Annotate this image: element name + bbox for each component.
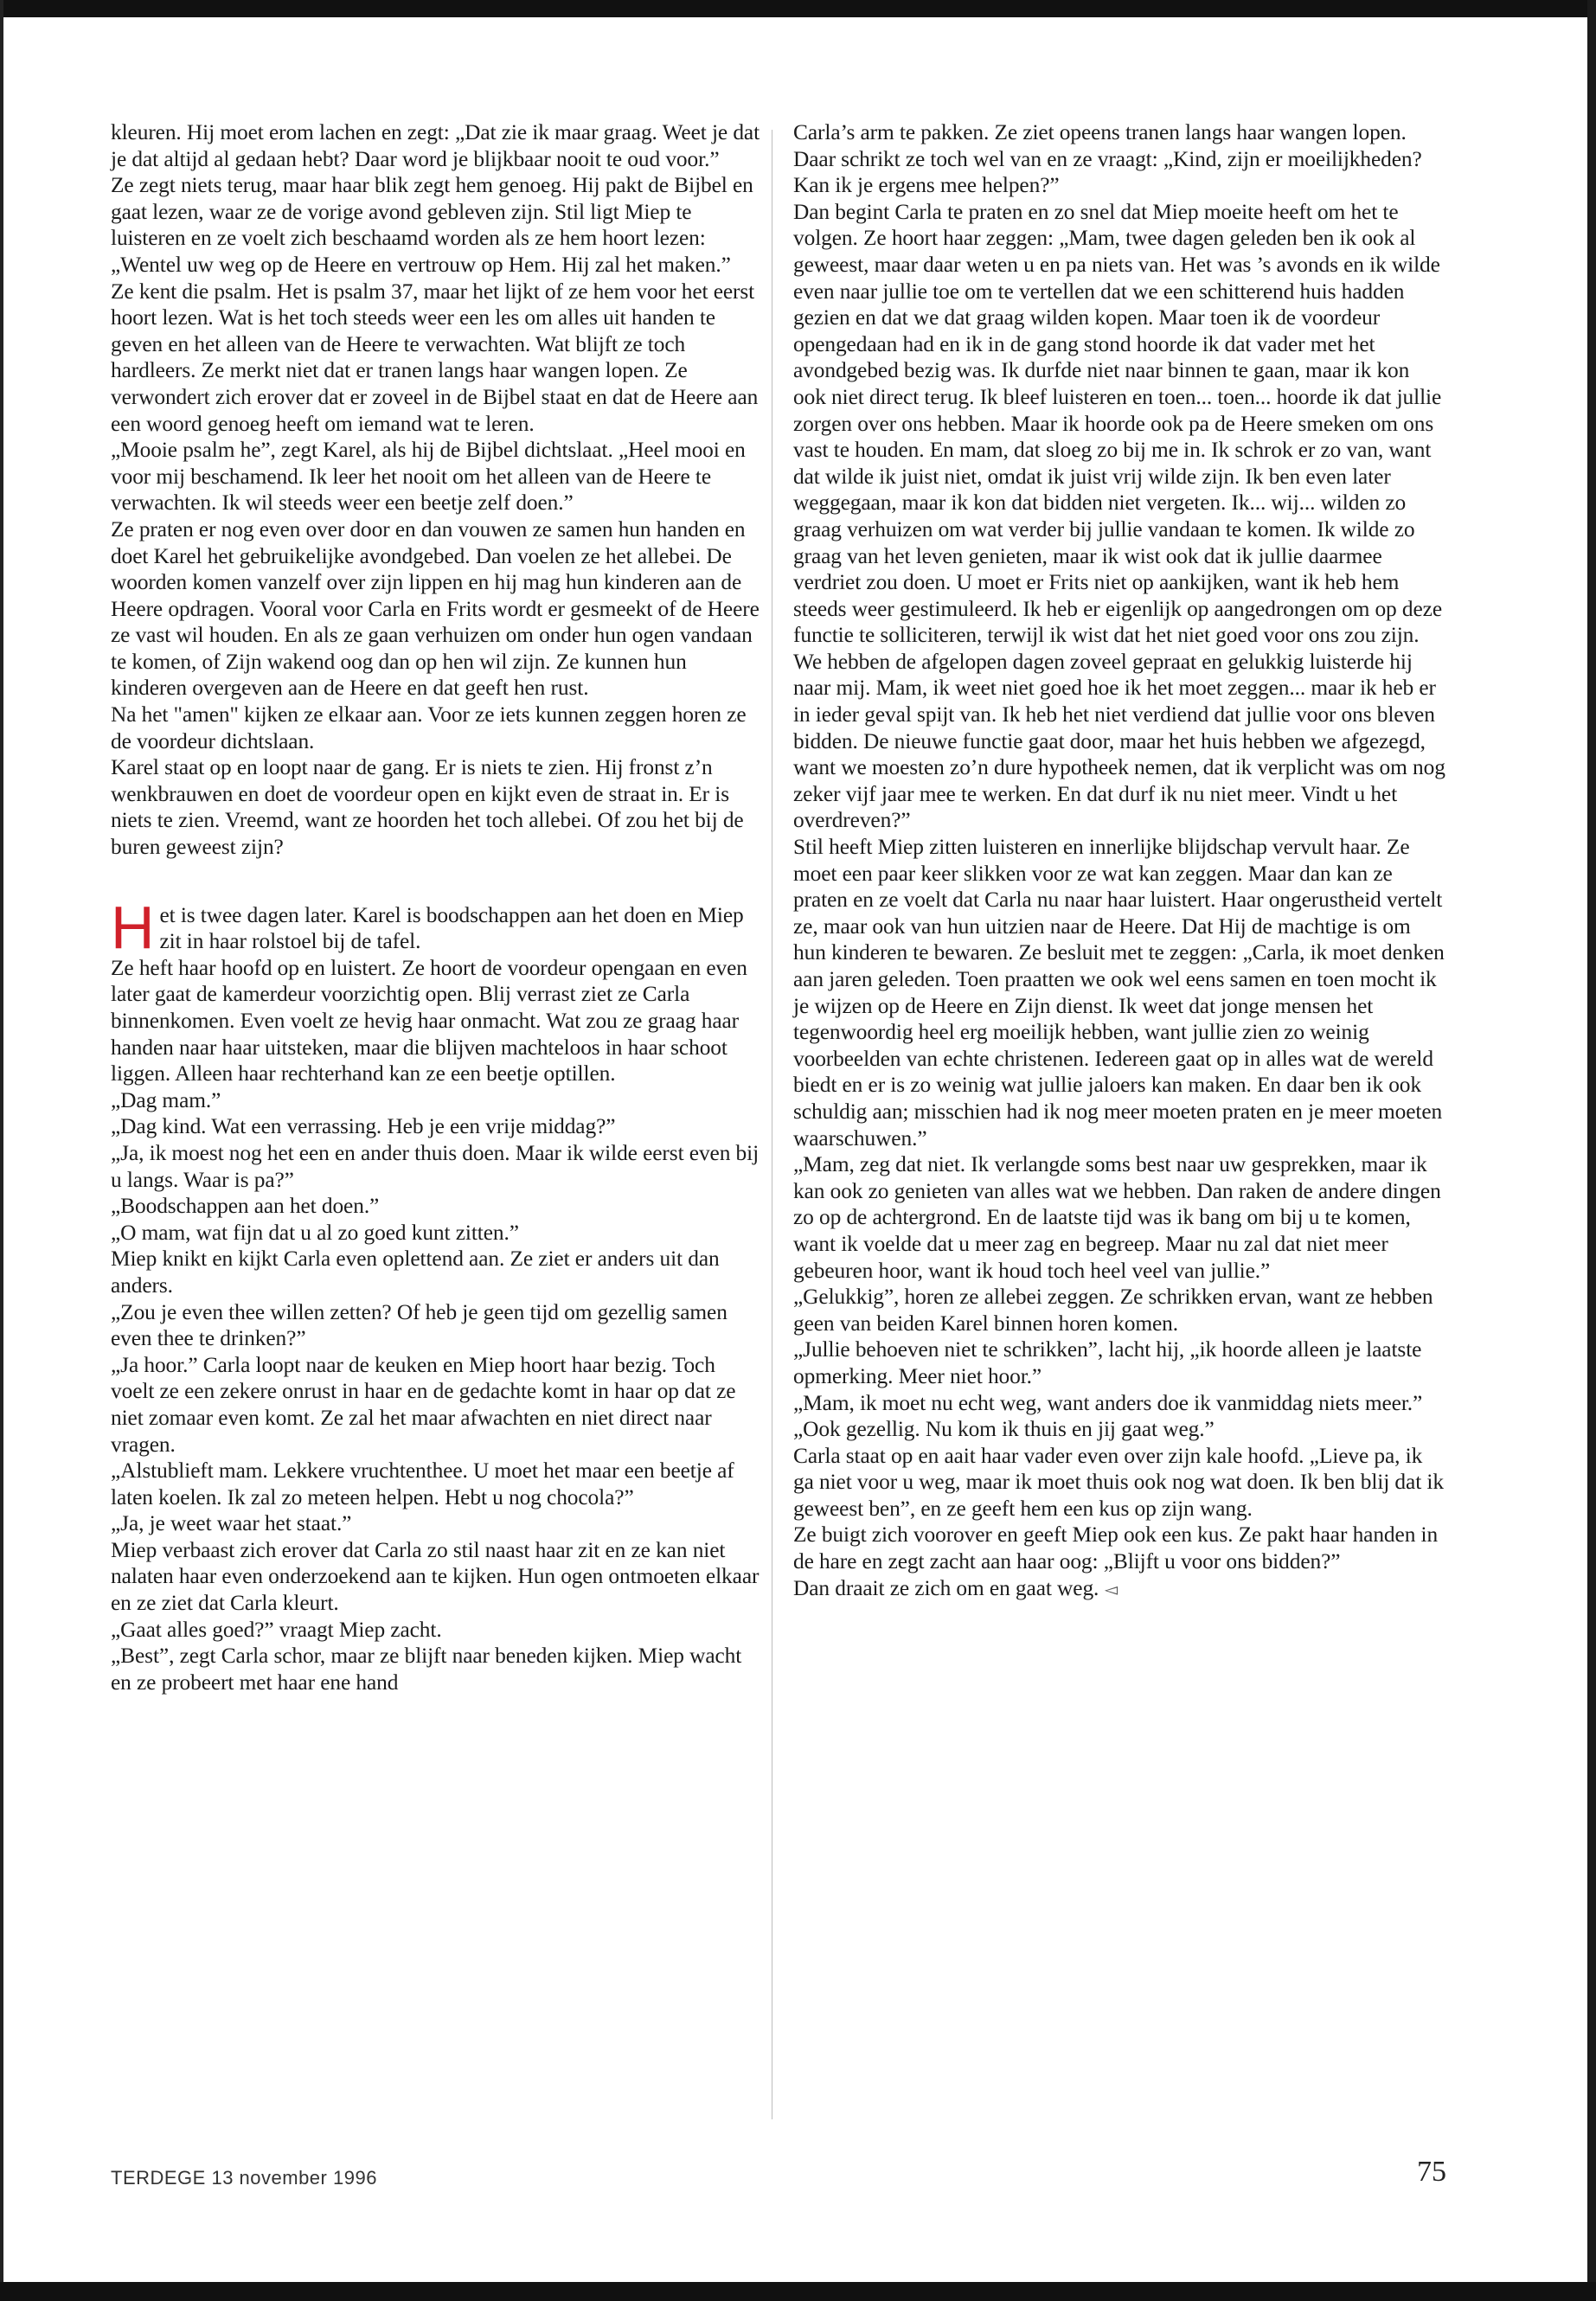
paragraph: Na het "amen" kijken ze elkaar aan. Voor ze iets kunnen zeggen horen ze de voordeur dichtslaan. — [111, 702, 747, 753]
scan-border-bottom — [0, 2282, 1596, 2301]
paragraph: „Gelukkig”, horen ze allebei zeggen. Ze schrikken ervan, want ze hebben geen van beiden Karel binnen horen komen. — [793, 1285, 1433, 1336]
paragraph: „Dag mam.” — [111, 1087, 221, 1112]
paragraph: Ze heft haar hoofd op en luistert. Ze hoort de voordeur opengaan en even later gaat de kamerdeur voorzichtig open. Blij verrast ziet ze Carla binnenkomen. Even voelt ze hevig haar onmacht. Wat zou ze graag haar handen naar haar uitsteken, maar die blijven machteloos in haar schoot liggen. Alleen haar rechterhand kan ze een beetje optillen. — [111, 955, 747, 1086]
paragraph: Carla staat op en aait haar vader even over zijn kale hoofd. „Lieve pa, ik ga niet voor u weg, maar ik moet thuis ook nog wat doen. Ik ben blij dat ik geweest ben”, en ze geeft hem een kus op zijn wang. — [793, 1443, 1444, 1521]
drop-cap-continuation: et is twee dagen later. Karel is boodschappen aan het doen en Miep zit in haar rolstoel bij de tafel. — [159, 902, 744, 954]
paragraph: Ze zegt niets terug, maar haar blik zegt hem genoeg. Hij pakt de Bijbel en gaat lezen, waar ze de vorige avond gebleven zijn. Stil ligt Miep te luisteren en ze voelt zich beschaamd worden als ze hem hoort lezen: „Wentel uw weg op de Heere en vertrouw op Hem. Hij zal het maken.” — [111, 173, 753, 277]
closing-paragraph — [793, 1575, 1446, 1603]
paragraph: „Mam, ik moet nu echt weg, want anders doe ik vanmiddag niets meer.” — [793, 1390, 1423, 1415]
section-opening-paragraph — [111, 893, 764, 961]
scan-border-right — [1587, 0, 1596, 2301]
paragraph: „Mam, zeg dat niet. Ik verlangde soms best naar uw gesprekken, maar ik kan ook zo genieten van alles wat we hebben. Dan raken de andere dingen zo op de achtergrond. En de laatste tijd was ik bang om bij u te komen, want ik voelde dat u meer zag en begreep. Maar nu zal dat niet meer gebeuren hoor, want ik houd toch heel veel van jullie.” — [793, 1152, 1441, 1283]
closing-text: Dan draait ze zich om en gaat weg. — [793, 1575, 1099, 1600]
paragraph: Stil heeft Miep zitten luisteren en innerlijke blijdschap vervult haar. Ze moet een paar keer slikken voor ze wat kan zeggen. Maar dan kan ze praten en ze voelt dat Carla nu naar haar luistert. Haar ongerustheid vertelt ze, maar ook van hun uitzien naar de Heere. Dat Hij de machtige is om hun kinderen te bewaren. Ze besluit met te zeggen: „Carla, ik moet denken aan jaren geleden. Toen praatten we ook wel eens samen en toen mocht ik je wijzen op de Heere en Zijn dienst. Ik weet dat jonge mensen het tegenwoordig heel erg moeilijk hebben, want jullie zien zo weinig voorbeelden van echte christenen. Iedereen gaat op in alles wat de wereld biedt en er is zo weinig wat jullie jaloers kan maken. En daar ben ik ook schuldig aan; misschien had ik nog meer moeten praten en je meer moeten waarschuwen.” — [793, 835, 1445, 1150]
paragraph: „Dag kind. Wat een verrassing. Heb je een vrije middag?” — [111, 1114, 616, 1139]
paragraph: „Gaat alles goed?” vraagt Miep zacht. — [111, 1617, 442, 1642]
paragraph: „Mooie psalm he”, zegt Karel, als hij de Bijbel dichtslaat. „Heel mooi en voor mij beschamend. Ik leer het nooit om het alleen van de Heere te verwachten. Ik wil steeds weer een beetje zelf doen.” — [111, 438, 746, 516]
paragraph: „O mam, wat fijn dat u al zo goed kunt zitten.” — [111, 1220, 519, 1245]
paragraph: „Boodschappen aan het doen.” — [111, 1194, 380, 1219]
paragraph: Dan begint Carla te praten en zo snel dat Miep moeite heeft om het te volgen. Ze hoort haar zeggen: „Mam, twee dagen geleden ben ik ook al geweest, maar daar weten u en pa niets van. Het was ’s avonds en ik wilde even naar jullie toe om te vertellen dat we een schitterend huis hadden gezien en dat we dat graag wilden kopen. Maar toen ik de voordeur opengedaan had en ik in de gang stond hoorde ik dat vader met het avondgebed bezig was. Ik durfde niet naar binnen te gaan, maar ik kon ook niet direct terug. Ik bleef luisteren en toen... toen... hoorde ik dat jullie zorgen over ons hebben. Maar ik hoorde ook pa de Heere smeken om ons vast te houden. En mam, dat sloeg zo bij me in. Ik schrok er zo van, want dat wilde ik juist niet, omdat ik juist vrij wilde zijn. Ik ben even later weggegaan, maar ik kon dat bidden niet vergeten. Ik... wij... wilden zo graag verhuizen om wat verder bij jullie vandaan te komen. Ik wilde zo graag van het leven genieten, maar ik wist ook dat ik jullie daarmee verdriet zou doen. U moet er Frits niet op aankijken, want ik heb hem steeds weer gestimuleerd. Ik heb er eigenlijk op aangedrongen om op deze functie te solliciteren, terwijl ik wist dat het niet goed voor ons zou zijn. We hebben de afgelopen dagen zoveel gepraat en gelukkig luisterde hij naar mij. Mam, ik weet niet goed hoe ik het moet zeggen... maar ik heb er in ieder geval spijt van. Ik heb het niet verdiend dat jullie voor ons bleven bidden. De nieuwe functie gaat door, maar het huis hebben we afgezegd, want we moesten zo’n dure hypotheek nemen, dat ik verplicht was om nog zeker vijf jaar mee te werken. En dat durf ik nu niet meer. Vindt u het overdreven?” — [793, 199, 1445, 833]
paragraph: Ze buigt zich voorover en geeft Miep ook een kus. Ze pakt haar handen in de hare en zegt zacht aan haar oog: „Blijft u voor ons bidden?” — [793, 1522, 1439, 1574]
paragraph: „Ja hoor.” Carla loopt naar de keuken en Miep hoort haar bezig. Toch voelt ze een zekere onrust in haar en de gedachte komt in haar op dat ze niet zomaar even komt. Ze zal het maar afwachten en niet direct naar vragen. — [111, 1352, 736, 1457]
paragraph: „Ja, ik moest nog het een en ander thuis doen. Maar ik wilde eerst even bij u langs. Waar is pa?” — [111, 1140, 760, 1192]
scan-border-top — [0, 0, 1596, 17]
paragraph: „Ja, je weet waar het staat.” — [111, 1511, 352, 1536]
end-of-article-icon: ◅ — [1104, 1578, 1118, 1599]
paragraph: Carla’s arm te pakken. Ze ziet opeens tranen langs haar wangen lopen. Daar schrikt ze toch wel van en ze vraagt: „Kind, zijn er moeilijkheden? Kan ik je ergens mee helpen?” — [793, 120, 1422, 198]
paragraph: Ze praten er nog even over door en dan vouwen ze samen hun handen en doet Karel het gebruikelijke avondgebed. Dan voelen ze het allebei. De woorden komen vanzelf over zijn lippen en hij mag hun kinderen aan de Heere opdragen. Vooral voor Carla en Frits wordt er gesmeekt of de Heere ze vast wil houden. En als ze gaan verhuizen om onder hun ogen vandaan te komen, of Zijn wakend oog dan op hen wil zijn. Ze kunnen hun kinderen overgeven aan de Heere en dat geeft hen rust. — [111, 516, 760, 701]
paragraph: „Best”, zegt Carla schor, maar ze blijft naar beneden kijken. Miep wacht en ze probeert met haar ene hand — [111, 1644, 742, 1695]
paragraph: Ze kent die psalm. Het is psalm 37, maar het lijkt of ze hem voor het eerst hoort lezen. Wat is het toch steeds weer een les om alles uit handen te geven en het alleen van de Heere te verwachten. Wat blijft ze toch hardleers. Ze merkt niet dat er tranen langs haar wangen lopen. Ze verwondert zich erover dat er zoveel in de Bijbel staat en dat de Heere aan een woord genoeg heeft om iemand wat te leren. — [111, 279, 759, 436]
paragraph: Miep verbaast zich erover dat Carla zo stil naast haar zit en ze kan niet nalaten haar even onderzoekend aan te kijken. Hun ogen ontmoeten elkaar en ze ziet dat Carla kleurt. — [111, 1537, 760, 1616]
paragraph: „Alstublieft mam. Lekkere vruchtenthee. U moet het maar een beetje af laten koelen. Ik zal zo meteen helpen. Hebt u nog chocola?” — [111, 1458, 734, 1509]
page-number: 75 — [1417, 2156, 1446, 2188]
drop-cap-letter: H — [111, 893, 155, 961]
article-column-right — [793, 119, 1446, 1602]
paragraph: kleuren. Hij moet erom lachen en zegt: „Dat zie ik maar graag. Weet je dat je dat altijd al gedaan hebt? Daar word je blijkbaar nooit te oud voor.” — [111, 120, 760, 171]
scan-border-left — [0, 0, 3, 2301]
paragraph: „Ook gezellig. Nu kom ik thuis en jij gaat weg.” — [793, 1417, 1215, 1442]
publication-footer: TERDEGE 13 november 1996 — [111, 2167, 377, 2189]
article-column-left — [111, 119, 764, 1695]
paragraph: „Jullie behoeven niet te schrikken”, lacht hij, „ik hoorde alleen je laatste opmerking. Meer niet hoor.” — [793, 1337, 1422, 1388]
paragraph: Karel staat op en loopt naar de gang. Er is niets te zien. Hij fronst z’n wenkbrauwen en doet de voordeur open en kijkt even de straat in. Er is niets te zien. Vreemd, want ze hoorden het toch allebei. Of zou het bij de buren geweest zijn? — [111, 755, 744, 860]
paragraph: „Zou je even thee willen zetten? Of heb je geen tijd om gezellig samen even thee te drinken?” — [111, 1299, 727, 1351]
paragraph: Miep knikt en kijkt Carla even oplettend aan. Ze ziet er anders uit dan anders. — [111, 1247, 720, 1298]
